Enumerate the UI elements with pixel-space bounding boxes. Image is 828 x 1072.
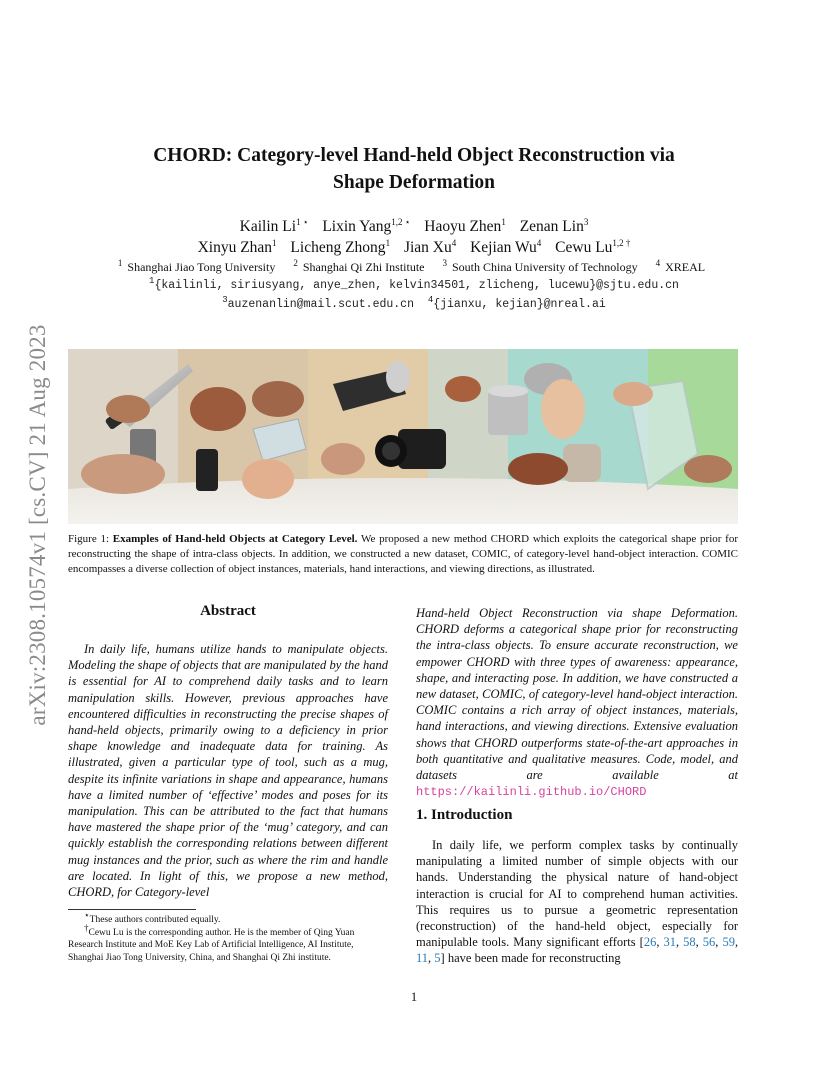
affiliation: $^3$ South China University of Technology <box>442 258 638 274</box>
intro-text: In daily life, we perform complex tasks by continually manipulating a limited number of simple objects with our hands. Understanding the physical nature of hand-object interaction is crucial for AI to comprehend human activities. This requires us to pursue a geometric representation (reconstruction) of the hand-held object, especially for manipulable tools. Many significant efforts <box>416 838 738 950</box>
paper-title <box>90 142 738 196</box>
teaser-illustration <box>68 349 738 524</box>
page-number: 1 <box>410 990 418 1004</box>
abstract-text-right: Hand-held Object Reconstruction via shape Deformation. CHORD deforms a categorical shape prior for reconstructing the intra-class objects. To ensure accurate reconstruction, we empower CHORD with three types of awareness: appearance, shape, and interacting pose. In addition, we have constructed a new dataset, COMIC, of category-level hand-object interaction. COMIC contains a rich array of object instances, materials, hand interactions, and viewing directions. Extensive evaluation shows that CHORD outperforms state-of-the-art approaches in both quantitative and qualitative measures. Code, model, and datasets are available at <box>416 606 738 783</box>
footnote-2: †Cewu Lu is the corresponding author. He is the member of Qing Yuan Research Institute and MoE Key Lab of Artificial Intelligence, AI Institute, Shanghai Jiao Tong University, China, and Shanghai Qi Zhi institute. <box>68 922 355 963</box>
footnotes <box>68 909 388 964</box>
intro-column: In daily life, we perform complex tasks by continually manipulating a limited number of simple objects with our hands. Understanding the physical nature of hand-object interaction is crucial for AI to comprehend human activities. This requires us to pursue a geometric representation (reconstruction) of the hand-held object, especially for manipulable tools. Many significant efforts [26, 31, 58, 56, 59, 11, 5] have been made for reconstructing <box>416 838 739 966</box>
author: Kejian Wu$^4$ <box>470 237 542 256</box>
figure-caption <box>68 532 738 577</box>
affiliations <box>60 260 768 275</box>
affiliation: $^1$ Shanghai Jiao Tong University <box>117 258 276 274</box>
figure-caption-text: We proposed a new method CHORD which exploits the categorical shape prior for reconstructing the shape of intra-class objects. In addition, we constructed a new dataset, COMIC, of category-level hand-object interaction. COMIC encompasses a diverse collection of object instances, materials, hand interactions, and viewing directions, as illustrated. <box>68 533 738 575</box>
citation-link[interactable]: 58 <box>683 935 696 950</box>
abstract-left-column <box>68 641 388 900</box>
author-row-1 <box>90 216 738 237</box>
citation-link[interactable]: 11 <box>416 951 429 966</box>
abstract-heading: Abstract <box>200 603 256 619</box>
project-link[interactable]: https://kailinli.github.io/CHORD <box>416 785 647 800</box>
email-line-2: $^3$auzenanlin@mail.scut.edu.cn $^4${jianxu, kejian}@nreal.ai <box>222 295 606 311</box>
intro-heading: 1. Introduction <box>416 807 513 823</box>
figure-caption-bold: Examples of Hand-held Objects at Category Level. <box>112 533 358 545</box>
arxiv-stamp <box>14 285 62 765</box>
citation-link[interactable]: 5 <box>434 951 441 966</box>
author: Licheng Zhong$^1$ <box>290 237 391 256</box>
author: Kailin $Li^{1 ⋆}$ <box>239 216 309 235</box>
title-line-1: CHORD: Category-level Hand-held Object Reconstruction via <box>153 145 675 166</box>
author: Jian Xu$^4$ <box>403 237 457 256</box>
abstract-text-left: In daily life, humans utilize hands to manipulate objects. Modeling the shape of objects that are manipulated by the hand is essential for AI to comprehend daily tasks and to learn manipulation skills. However, previous approaches have encountered difficulties in reconstructing the precise shapes of hand-held objects, primarily owing to a deficiency in prior shape knowledge and inadequate data for training. As illustrated, given a particular type of tool, such as a mug, despite its infinite variations in shape and appearance, humans have a limited number of ‘effective’ modes and poses for its manipulation. This can be attributed to the fact that humans have mastered the shape prior of the ‘mug’ category, and can quickly establish the corresponding relations between different mug instances and the prior, such as where the rim and handle are located. In light of this, we propose a new method, CHORD, for Category-level <box>68 642 388 900</box>
author-list <box>90 216 738 258</box>
intro-tail: have been made for reconstructing <box>447 951 621 966</box>
teaser-figure <box>68 349 738 524</box>
abstract-right-column <box>416 605 738 800</box>
affiliation: $^2$ Shanghai Qi Zhi Institute <box>293 258 425 274</box>
title-line-2: Shape Deformation <box>333 172 495 193</box>
author: Haoyu Zhen$^1$ <box>424 216 506 235</box>
citation-link[interactable]: 31 <box>663 935 676 950</box>
citation-link[interactable]: 56 <box>702 935 716 950</box>
author: Xinyu Zhan$^1$ <box>197 237 277 256</box>
affiliation: $^4$ XREAL <box>655 258 706 274</box>
author: Lixin Yang$^{1,2 ⋆}$ <box>322 216 411 235</box>
arxiv-stamp-text: arXiv:2308.10574v1 [cs.CV] 21 Aug 2023 <box>25 324 50 726</box>
email-line-1: $^1${kailinli, siriusyang, anye_zhen, kelvin34501, zlicheng, lucewu}@sjtu.edu.cn <box>149 276 679 292</box>
author-row-2 <box>90 237 738 258</box>
author: Zenan Lin$^3$ <box>519 216 589 235</box>
footnote-1: ⋆These authors contributed equally. <box>84 909 221 925</box>
figure-label: Figure 1: <box>68 533 110 545</box>
citation-link[interactable]: 26 <box>643 935 657 950</box>
citation-link[interactable]: 59 <box>722 935 735 950</box>
author: Cewu $Lu^{1,2 \dagger}$ <box>555 237 631 256</box>
